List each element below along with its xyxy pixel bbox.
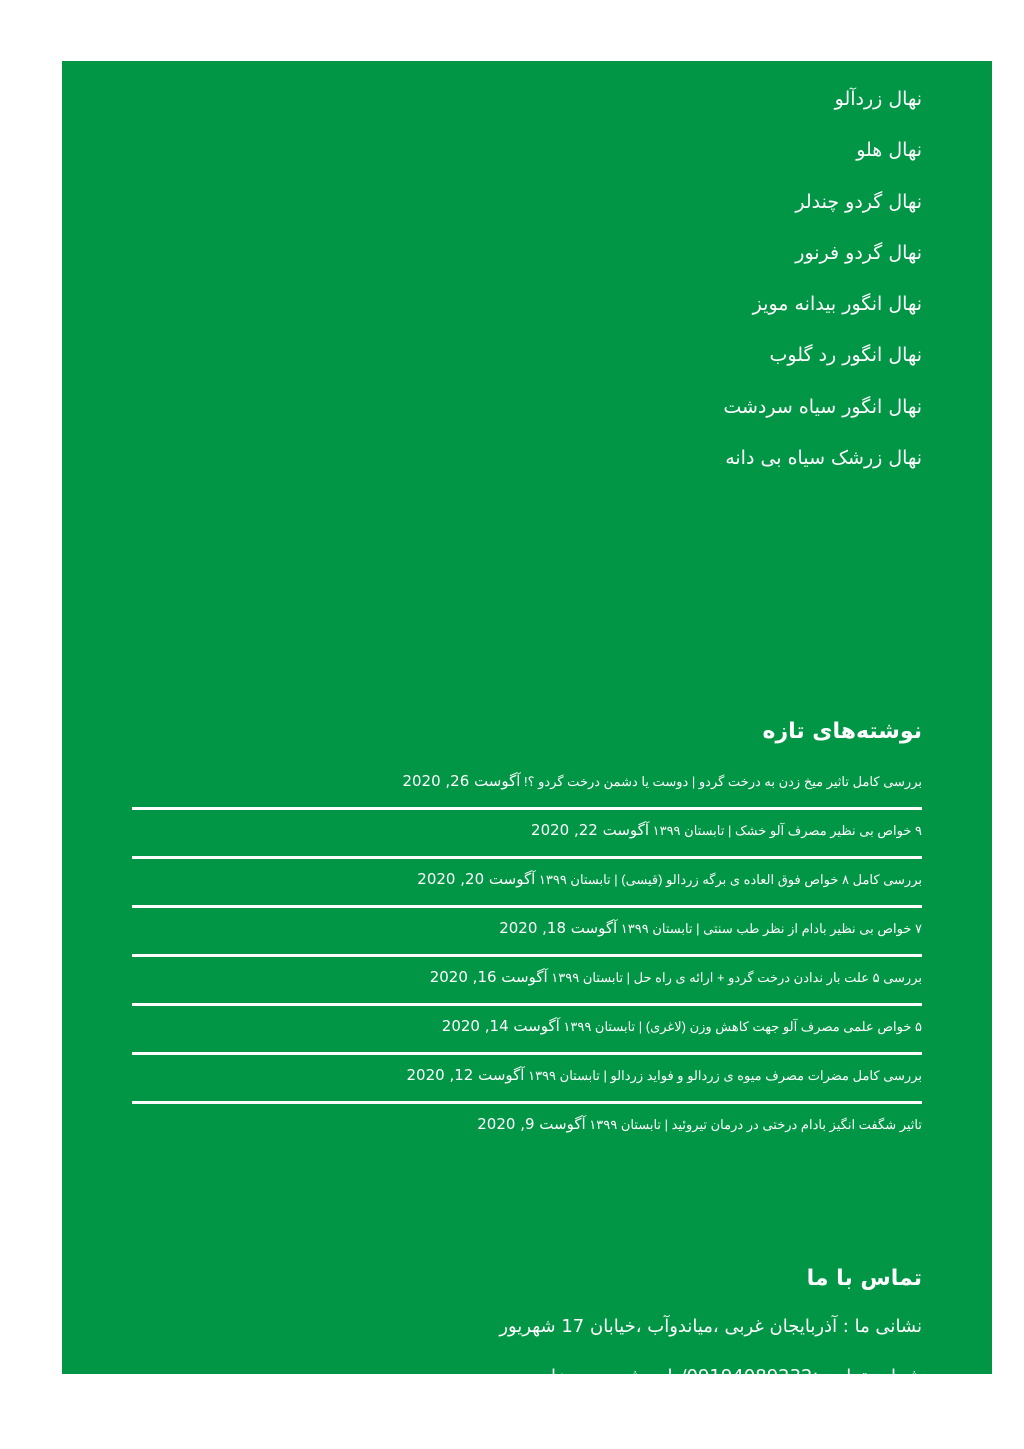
post-item: [132, 1006, 922, 1055]
product-link[interactable]: نهال انگور رد گلوب: [769, 344, 922, 367]
post-date: آگوست 22, 2020: [531, 821, 649, 839]
post-date: آگوست 20, 2020: [417, 870, 536, 888]
post-link[interactable]: بررسی ۵ علت بار ندادن درخت گردو + ارائه ی راه حل | تابستان ۱۳۹۹: [551, 970, 922, 985]
post-date: آگوست 12, 2020: [406, 1066, 525, 1084]
contact-title: تماس با ما: [806, 1266, 922, 1291]
product-item[interactable]: [723, 83, 922, 134]
product-item[interactable]: [723, 134, 922, 185]
post-link[interactable]: ۷ خواص بی نظیر بادام از نظر طب سنتی | تابستان ۱۳۹۹: [620, 921, 922, 936]
product-list: [723, 83, 922, 493]
post-link[interactable]: بررسی کامل تاثیر میخ زدن به درخت گردو | دوست یا دشمن درخت گردو ؟!: [524, 774, 922, 789]
footer-panel: [62, 61, 992, 1387]
post-date: آگوست 26, 2020: [402, 772, 521, 790]
post-date: آگوست 14, 2020: [441, 1017, 560, 1035]
post-item: [132, 1104, 922, 1150]
post-date: آگوست 18, 2020: [499, 919, 618, 937]
product-item[interactable]: [723, 442, 922, 493]
product-link[interactable]: نهال زردآلو: [834, 88, 922, 110]
post-date: آگوست 9, 2020: [477, 1115, 586, 1133]
post-link[interactable]: تاثیر شگفت انگیز بادام درختی در درمان تیروئید | تابستان ۱۳۹۹: [589, 1117, 922, 1132]
post-link[interactable]: ۵ خواص علمی مصرف آلو جهت کاهش وزن (لاغری) | تابستان ۱۳۹۹: [563, 1019, 922, 1034]
contact-address: نشانی ما : آذربایجان غربی ،میاندوآب ،خیابان 17 شهریور: [499, 1316, 922, 1337]
contact-phone: شماره تماس :09194089232/داریوش حسین زاده: [533, 1366, 922, 1387]
post-link[interactable]: ۹ خواص بی نظیر مصرف آلو خشک | تابستان ۱۳۹۹: [652, 823, 922, 838]
post-item: [132, 957, 922, 1006]
product-link[interactable]: نهال زرشک سیاه بی دانه: [725, 447, 922, 470]
post-link[interactable]: بررسی کامل ۸ خواص فوق العاده ی برگه زردالو (قیسی) | تابستان ۱۳۹۹: [538, 872, 922, 887]
product-link[interactable]: نهال هلو: [856, 139, 922, 162]
post-item: [132, 859, 922, 908]
product-link[interactable]: نهال گردو چندلر: [795, 190, 922, 213]
product-item[interactable]: [723, 237, 922, 288]
product-item[interactable]: [723, 339, 922, 390]
product-link[interactable]: نهال گردو فرنور: [795, 241, 922, 264]
product-link[interactable]: نهال انگور سیاه سردشت: [723, 395, 922, 418]
post-item: [132, 908, 922, 957]
recent-posts-list: [132, 761, 922, 1150]
post-item: [132, 1055, 922, 1104]
post-link[interactable]: بررسی کامل مضرات مصرف میوه ی زردالو و فواید زردالو | تابستان ۱۳۹۹: [528, 1068, 922, 1083]
post-item: [132, 761, 922, 810]
post-date: آگوست 16, 2020: [429, 968, 548, 986]
product-item[interactable]: [723, 288, 922, 339]
post-item: [132, 810, 922, 859]
product-item[interactable]: [723, 391, 922, 442]
product-item[interactable]: [723, 186, 922, 237]
recent-posts-title: نوشته‌های تازه: [762, 719, 922, 744]
product-link[interactable]: نهال انگور بیدانه مویز: [752, 293, 922, 316]
